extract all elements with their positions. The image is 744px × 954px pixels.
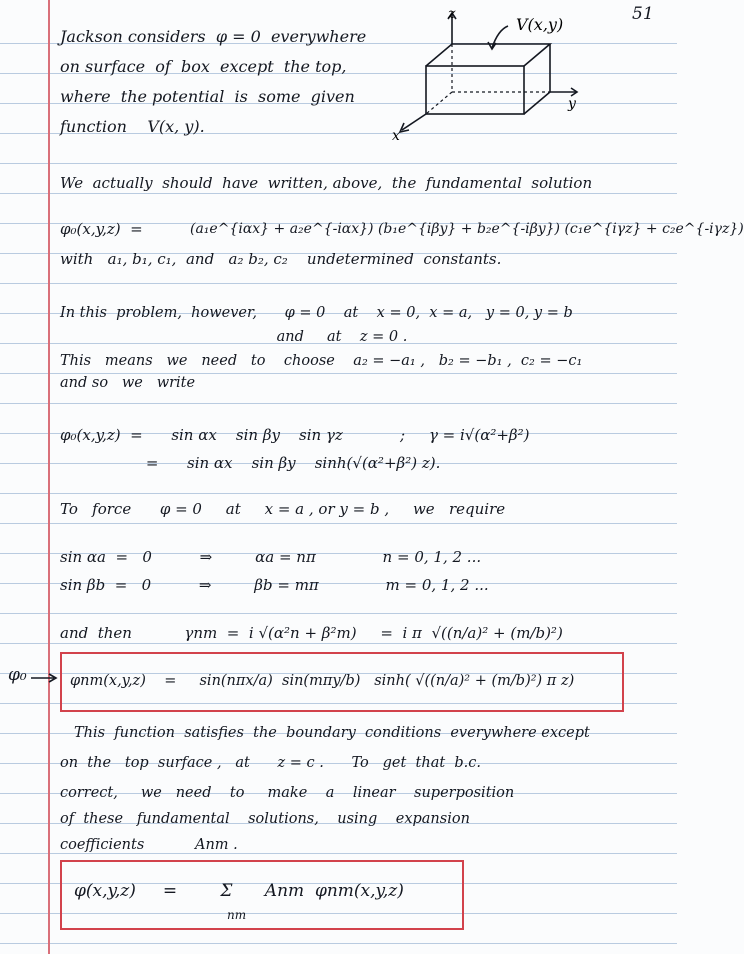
fundamental-rhs: (a₁e^{iαx} + a₂e^{-iαx}) (b₁e^{iβy} + b₂e^{-iβy}) (c₁e^{iγz} + c₂e^{-iγz}) <box>190 221 744 237</box>
then-line: and then γnm = i √(α²n + β²m) = i π √((n/a)² + (m/b)²) <box>60 624 563 642</box>
margin-line <box>48 0 50 954</box>
box-diagram <box>380 8 580 143</box>
explain-line-5: coefficients Anm . <box>60 837 238 853</box>
arrow-right-icon <box>30 672 58 684</box>
boxed-equation-1-text: φnm(x,y,z) = sin(nπx/a) sin(mπy/b) sinh( √((n/a)² + (m/b)²) π z) <box>70 673 575 689</box>
sum-subscript: nm <box>227 908 247 922</box>
problem-line-2: and at z = 0 . <box>60 329 408 345</box>
intro-line-1: Jackson considers φ = 0 everywhere <box>60 27 367 46</box>
problem-line-3: This means we need to choose a₂ = −a₁ , b₂ = −b₁ , c₂ = −c₁ <box>60 353 583 369</box>
explain-line-3: correct, we need to make a linear superposition <box>60 785 515 801</box>
explain-line-2: on the top surface , at z = c . To get that b.c. <box>60 755 482 771</box>
problem-line-1: In this problem, however, φ = 0 at x = 0, x = a, y = 0, y = b <box>60 305 573 321</box>
axis-y-label: y <box>568 96 576 112</box>
axis-z-label: z <box>448 6 456 22</box>
condition-line-2: sin βb = 0 ⇒ βb = mπ m = 0, 1, 2 ... <box>60 576 489 594</box>
problem-line-4: and so we write <box>60 375 196 391</box>
condition-line-1: sin αa = 0 ⇒ αa = nπ n = 0, 1, 2 ... <box>60 548 482 566</box>
explain-line-4: of these fundamental solutions, using expansion <box>60 811 470 827</box>
page-number: 51 <box>632 4 654 24</box>
v-label: V(x,y) <box>516 15 564 34</box>
boxed-equation-2-text: φ(x,y,z) = Σ Anm φnm(x,y,z) <box>74 881 404 901</box>
solution-line-1: φ₀(x,y,z) = sin αx sin βy sin γz ; γ = i√(α²+β²) <box>60 426 530 444</box>
intro-line-4: function V(x, y). <box>60 117 205 136</box>
axis-x-label: x <box>392 128 400 144</box>
solution-line-2: = sin αx sin βy sinh(√(α²+β²) z). <box>60 454 441 472</box>
explain-line-1: This function satisfies the boundary conditions everywhere except <box>74 725 590 741</box>
fundamental-with: with a₁, b₁, c₁, and a₂ b₂, c₂ undetermined constants. <box>60 250 502 268</box>
intro-line-2: on surface of box except the top, <box>60 57 347 76</box>
phi0-label: φ₀ <box>8 665 27 685</box>
fundamental-lhs: φ₀(x,y,z) = <box>60 220 143 238</box>
intro-line-3: where the potential is some given <box>60 87 355 106</box>
force-line: To force φ = 0 at x = a , or y = b , we require <box>60 500 506 518</box>
paragraph-fundamental: We actually should have written, above, the fundamental solution <box>60 174 593 192</box>
